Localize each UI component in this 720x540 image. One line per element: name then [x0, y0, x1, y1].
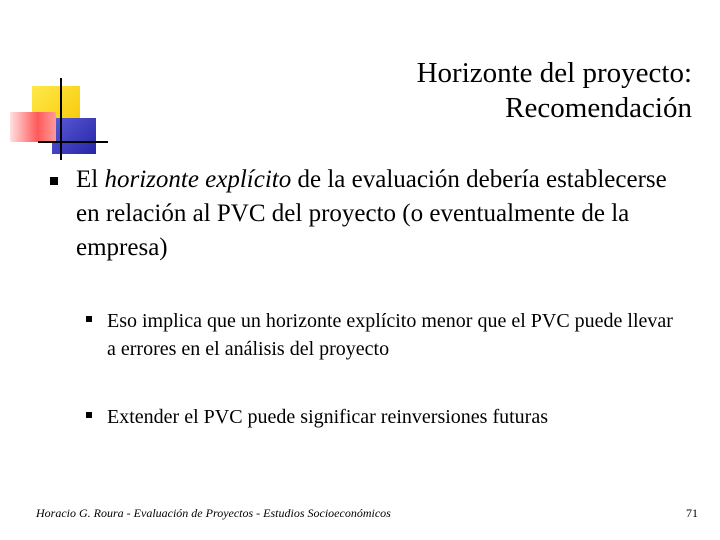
sub-bullet — [86, 403, 686, 431]
slide-title — [232, 56, 692, 126]
logo-horizontal-line — [38, 141, 108, 143]
main-bullet-emphasis: horizonte explícito — [104, 166, 292, 193]
logo-red-bar — [10, 112, 56, 142]
sub-bullet — [86, 307, 686, 363]
square-bullet-icon — [86, 412, 92, 418]
main-bullet-text-before: El — [76, 166, 105, 193]
main-bullet — [50, 163, 670, 265]
decorative-logo — [0, 0, 110, 170]
square-bullet-icon — [50, 177, 58, 185]
slide-title-line-2: Recomendación — [505, 92, 692, 124]
main-bullet-text-after: de la evaluación debería establecerse en relación al PVC del proyecto (o eventualmente de la empresa) — [76, 166, 667, 261]
sub-bullet-text: Eso implica que un horizonte explícito menor que el PVC puede llevar a errores en el análisis del proyecto — [107, 310, 673, 360]
logo-vertical-line — [60, 78, 62, 160]
page-number: 71 — [686, 506, 698, 520]
main-bullet-text — [76, 163, 670, 265]
logo-blue-square — [52, 118, 96, 154]
sub-bullet-text: Extender el PVC puede significar reinversiones futuras — [107, 406, 548, 428]
slide-title-line-1: Horizonte del proyecto: — [416, 57, 692, 89]
footer-text: Horacio G. Roura - Evaluación de Proyectos - Estudios Socioeconómicos — [36, 506, 391, 520]
square-bullet-icon — [86, 316, 92, 322]
